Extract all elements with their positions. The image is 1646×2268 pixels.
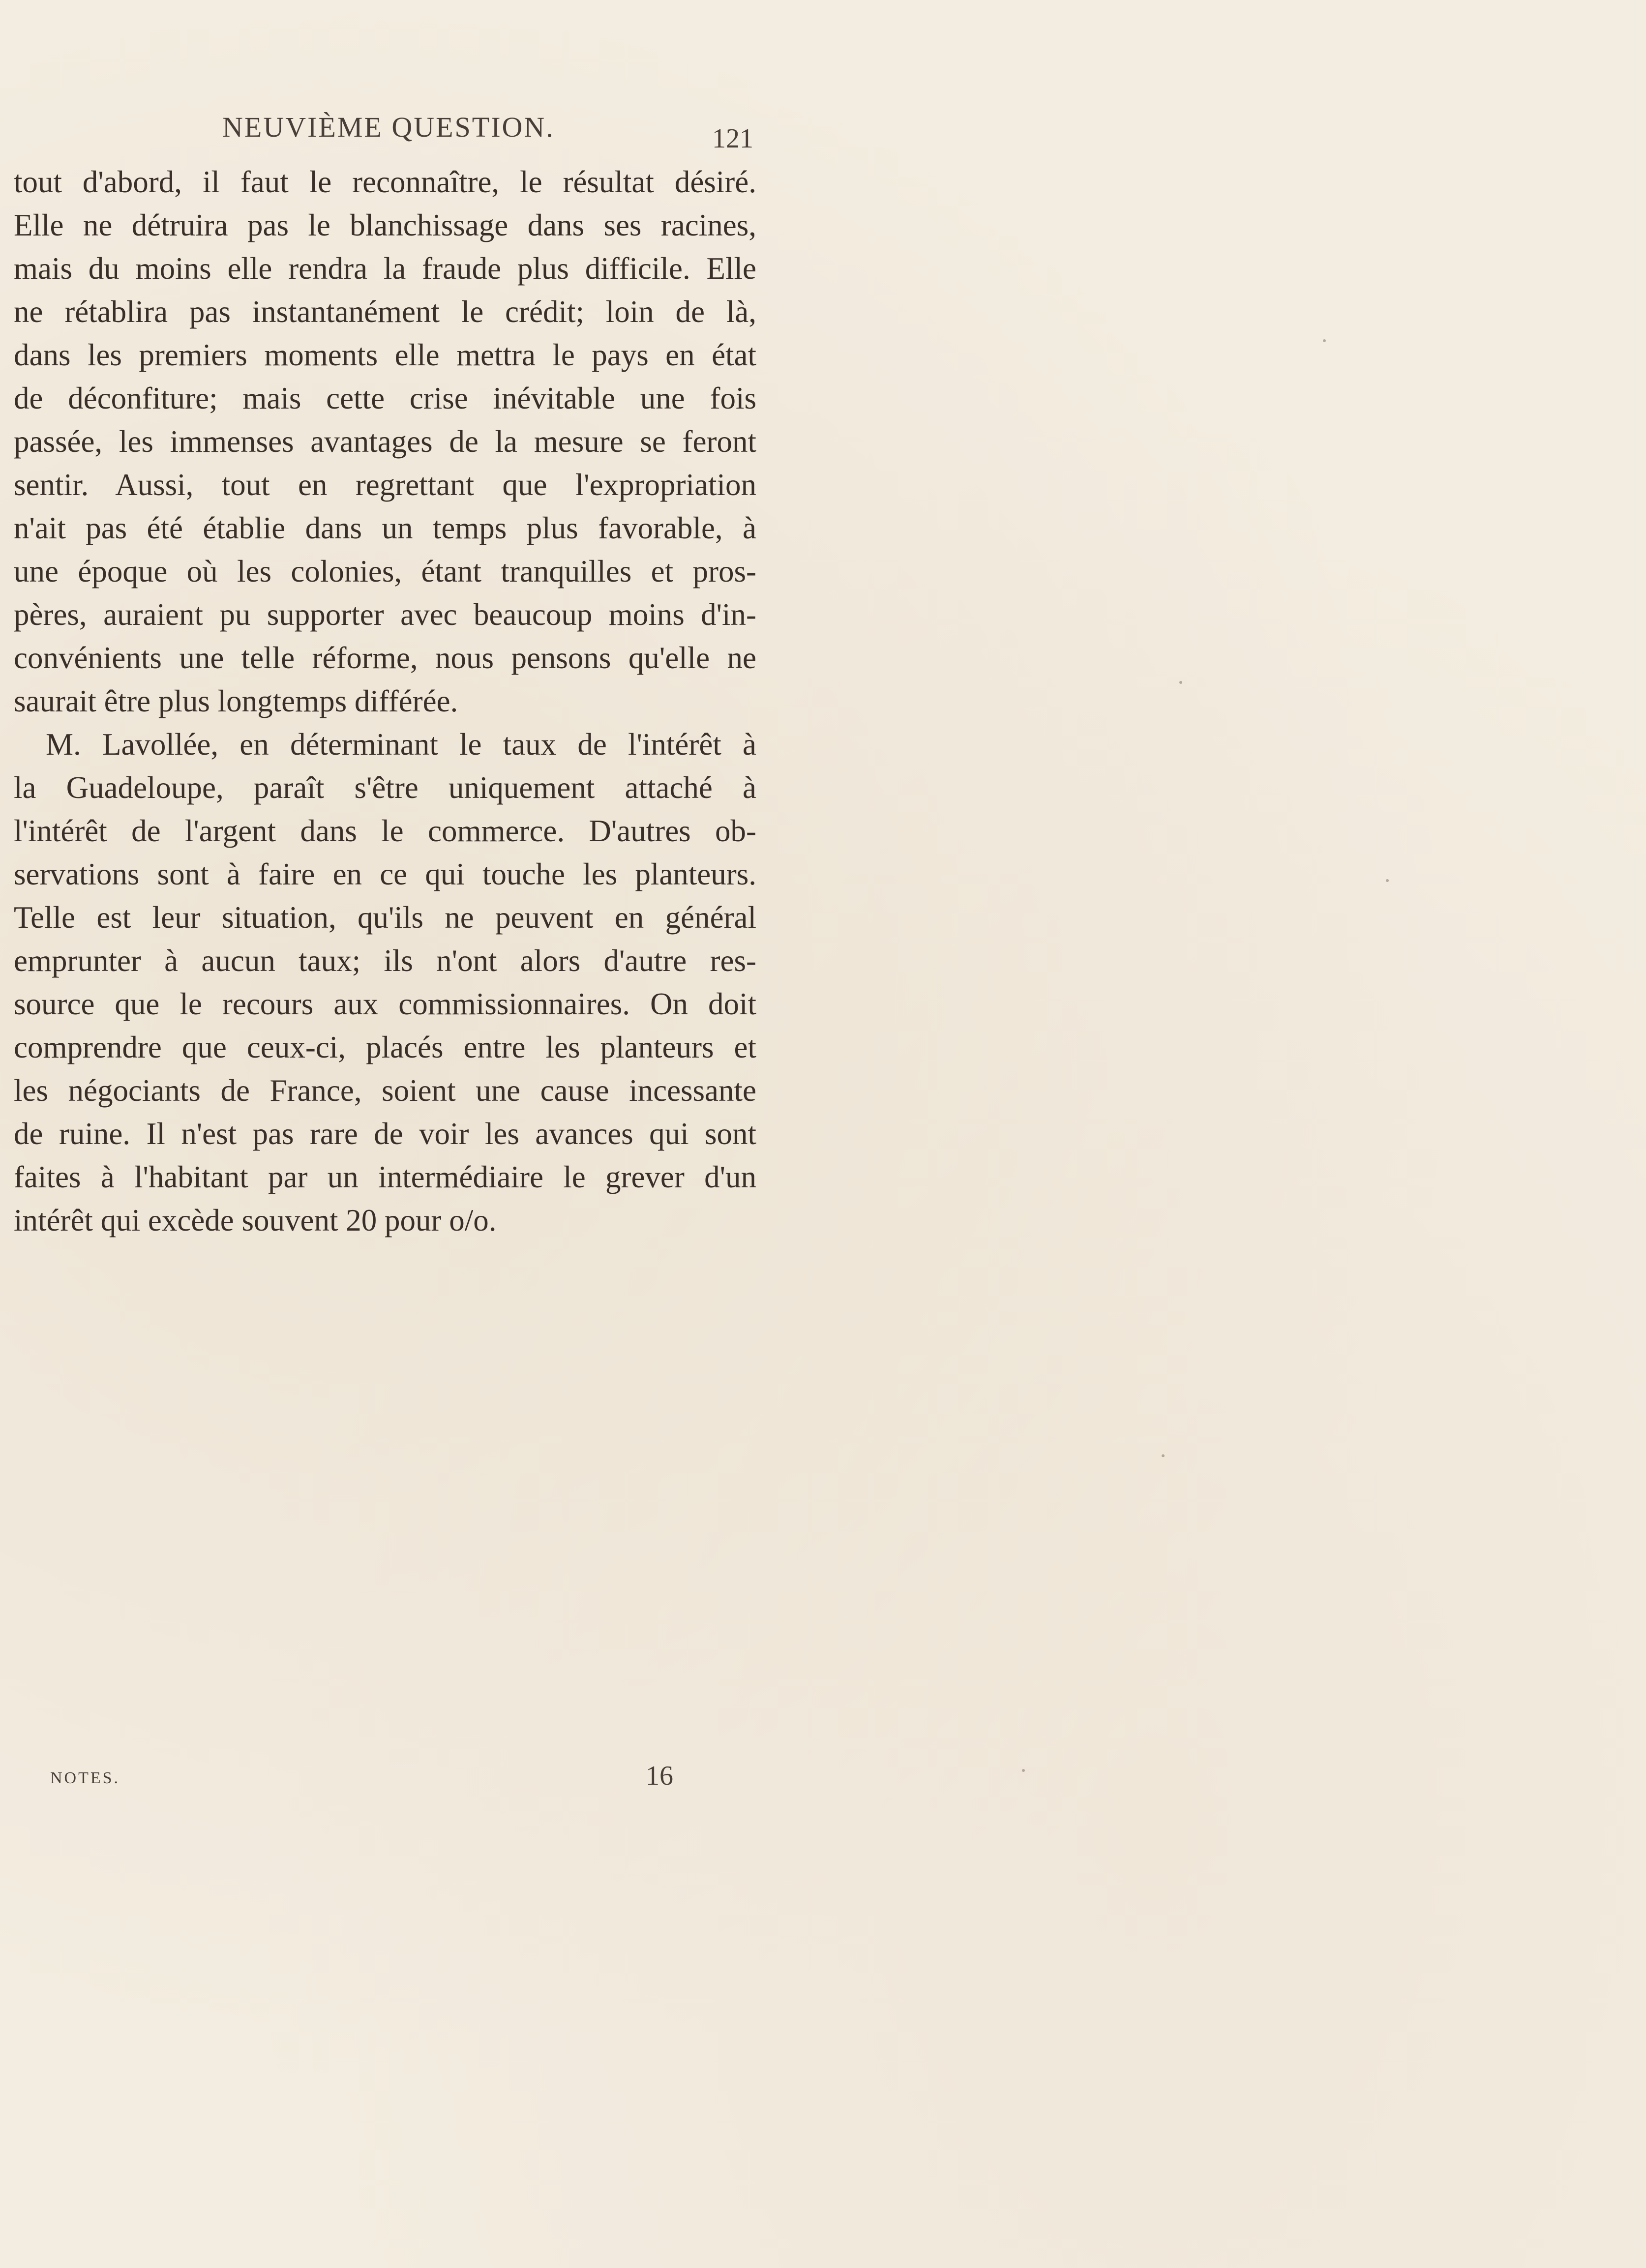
paragraph-end-line: saurait être plus longtemps différée.	[14, 684, 458, 718]
text-line: sentir. Aussi, tout en regrettant que l'expropriation	[14, 468, 756, 502]
text-line: ne rétablira pas instantanément le crédit; loin de là,	[14, 295, 756, 329]
paper-speck	[1386, 879, 1389, 882]
text-line: mais du moins elle rendra la fraude plus difficile. Elle	[14, 251, 756, 286]
text-line: convénients une telle réforme, nous pensons qu'elle ne	[14, 641, 756, 675]
text-line: l'intérêt de l'argent dans le commerce. D'autres ob-	[14, 814, 756, 848]
text-line: faites à l'habitant par un intermédiaire le grever d'un	[14, 1160, 756, 1194]
text-line: tout d'abord, il faut le reconnaître, le résultat désiré.	[14, 165, 756, 199]
signature-mark: NOTES.	[50, 1769, 120, 1787]
text-line: comprendre que ceux-ci, placés entre les planteurs et	[14, 1030, 756, 1064]
text-line: la Guadeloupe, paraît s'être uniquement attaché à	[14, 770, 756, 805]
paragraph-start-line: M. Lavollée, en déterminant le taux de l'intérêt à	[46, 727, 756, 762]
text-line: les négociants de France, soient une cause incessante	[14, 1073, 756, 1108]
text-line: source que le recours aux commissionnaires. On doit	[14, 987, 756, 1021]
text-line: pères, auraient pu supporter avec beaucoup moins d'in-	[14, 597, 756, 632]
paper-speck	[1162, 1454, 1165, 1457]
page-number: 121	[712, 123, 753, 154]
running-head: NEUVIÈME QUESTION.	[222, 111, 555, 143]
text-line: Telle est leur situation, qu'ils ne peuvent en général	[14, 900, 756, 935]
text-line: de déconfiture; mais cette crise inévitable une fois	[14, 381, 756, 415]
text-line: de ruine. Il n'est pas rare de voir les avances qui sont	[14, 1117, 756, 1151]
paper-speck	[1179, 681, 1182, 684]
text-line: n'ait pas été établie dans un temps plus favorable, à	[14, 511, 756, 545]
text-line: passée, les immenses avantages de la mesure se feront	[14, 424, 756, 459]
paper-speck	[1323, 339, 1326, 342]
body-text	[14, 160, 756, 1242]
paragraph-end-line: intérêt qui excède souvent 20 pour o/o.	[14, 1203, 497, 1237]
paper-speck	[1022, 1769, 1025, 1772]
text-line: emprunter à aucun taux; ils n'ont alors d'autre res-	[14, 943, 756, 978]
signature-number: 16	[646, 1761, 673, 1791]
text-line: servations sont à faire en ce qui touche les planteurs.	[14, 857, 756, 891]
text-line: dans les premiers moments elle mettra le pays en état	[14, 338, 756, 372]
text-line: une époque où les colonies, étant tranquilles et pros-	[14, 554, 756, 589]
text-line: Elle ne détruira pas le blanchissage dans ses racines,	[14, 208, 756, 242]
